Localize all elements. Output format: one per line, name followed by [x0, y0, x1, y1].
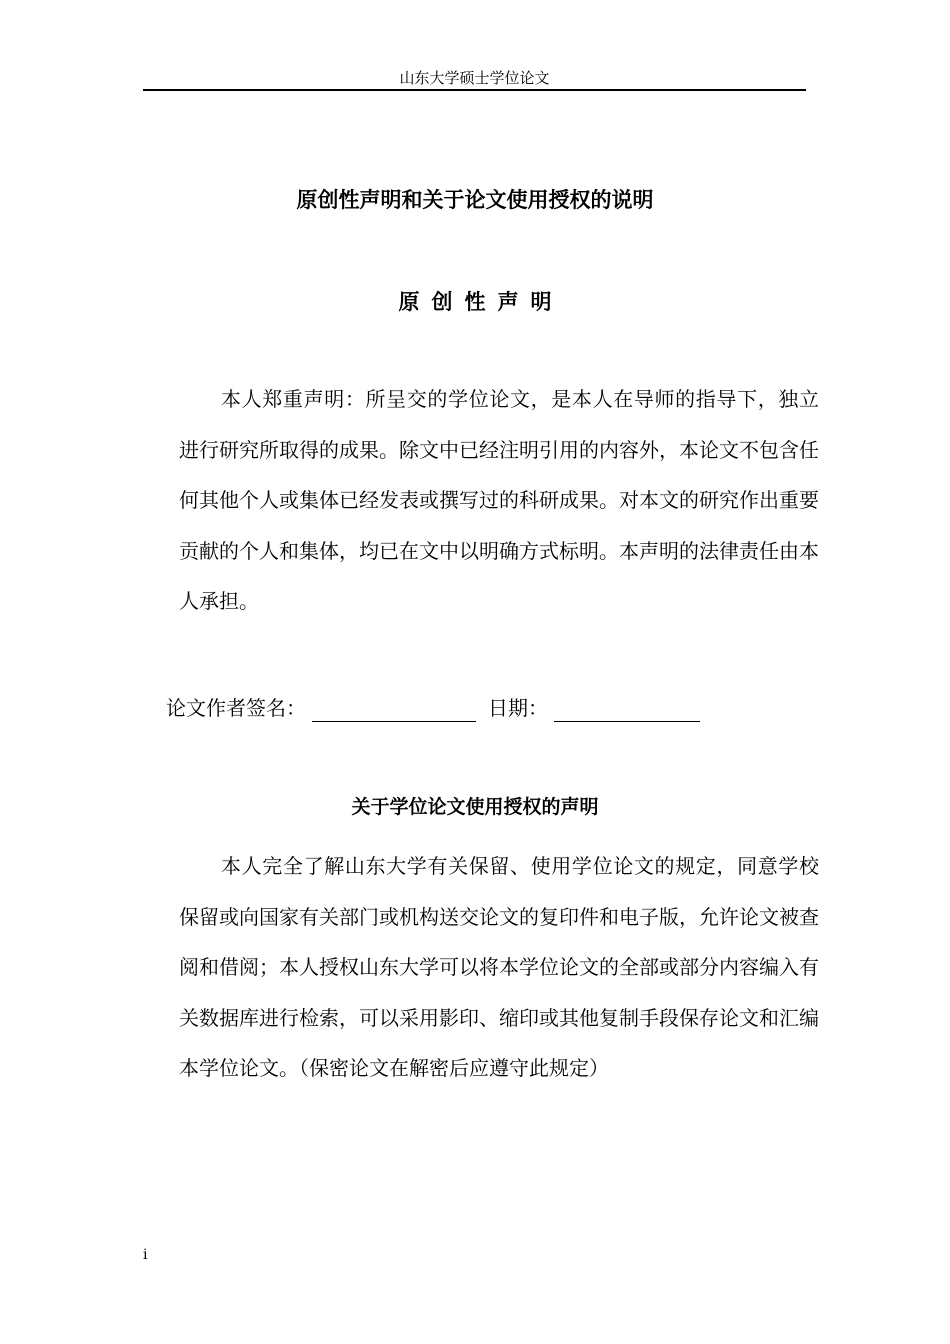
header-divider	[143, 89, 806, 91]
originality-heading: 原创性声明	[398, 290, 564, 314]
authorization-heading: 关于学位论文使用授权的声明	[351, 796, 599, 818]
signature-blank	[312, 699, 476, 722]
authorization-statement: 本人完全了解山东大学有关保留、使用学位论文的规定，同意学校保留或向国家有关部门或机构送交论文的复印件和电子版，允许论文被查阅和借阅；本人授权山东大学可以将本学位论文的全部或部分内容编入有关数据库进行检索，可以采用影印、缩印或其他复制手段保存论文和汇编本学位论文。（保密论文在解密后应遵守此规定）	[179, 854, 819, 1080]
date-blank	[554, 699, 700, 722]
running-header: 山东大学硕士学位论文	[399, 69, 550, 87]
signature-row	[166, 694, 700, 722]
page-number: i	[143, 1247, 148, 1263]
originality-statement: 本人郑重声明：所呈交的学位论文，是本人在导师的指导下，独立进行研究所取得的成果。除文中已经注明引用的内容外，本论文不包含任何其他个人或集体已经发表或撰写过的科研成果。对本文的研究作出重要贡献的个人和集体，均已在文中以明确方式标明。本声明的法律责任由本人承担。	[179, 387, 819, 613]
signature-label: 论文作者签名：	[166, 696, 306, 720]
document-title: 原创性声明和关于论文使用授权的说明	[296, 188, 654, 212]
date-label: 日期：	[488, 696, 548, 720]
